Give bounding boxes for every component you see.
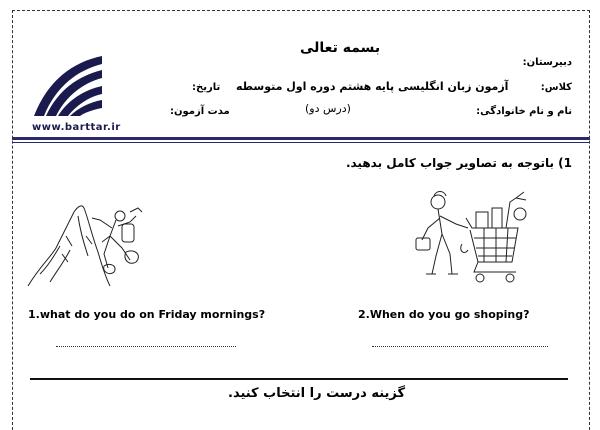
duration-label: مدت آزمون: [170,106,230,117]
header-separator-thin [12,142,590,143]
answer-line-1[interactable] [56,346,236,347]
section-separator [30,378,568,380]
question-2: 2.When do you go shoping? [358,308,530,321]
section2-instruction: گزینه درست را انتخاب کنید. [228,386,406,401]
mountain-climber-picture-icon [26,196,156,288]
logo-url: www.barttar.ir [32,122,121,133]
date-label: تاریخ: [192,82,221,93]
school-label: دبیرستان: [522,57,572,68]
section1-instruction-text: باتوجه به تصاویر جواب کامل بدهید. [345,156,554,170]
section1-number: 1) [558,156,572,170]
exam-title: آزمون زبان انگلیسی پایه هشتم دوره اول متوسطه [236,80,509,93]
header-separator [12,137,590,140]
section1-instruction [346,156,572,170]
student-name-label: نام و نام خانوادگی: [476,106,572,117]
barttar-logo-icon [28,50,108,120]
class-label: کلاس: [540,82,572,93]
question-1: 1.what do you do on Friday mornings? [28,308,266,321]
answer-line-2[interactable] [372,346,548,347]
shopping-cart-picture-icon [412,188,532,288]
lesson-label: (درس دو) [305,102,351,115]
basmala-title: بسمه تعالی [300,40,381,56]
